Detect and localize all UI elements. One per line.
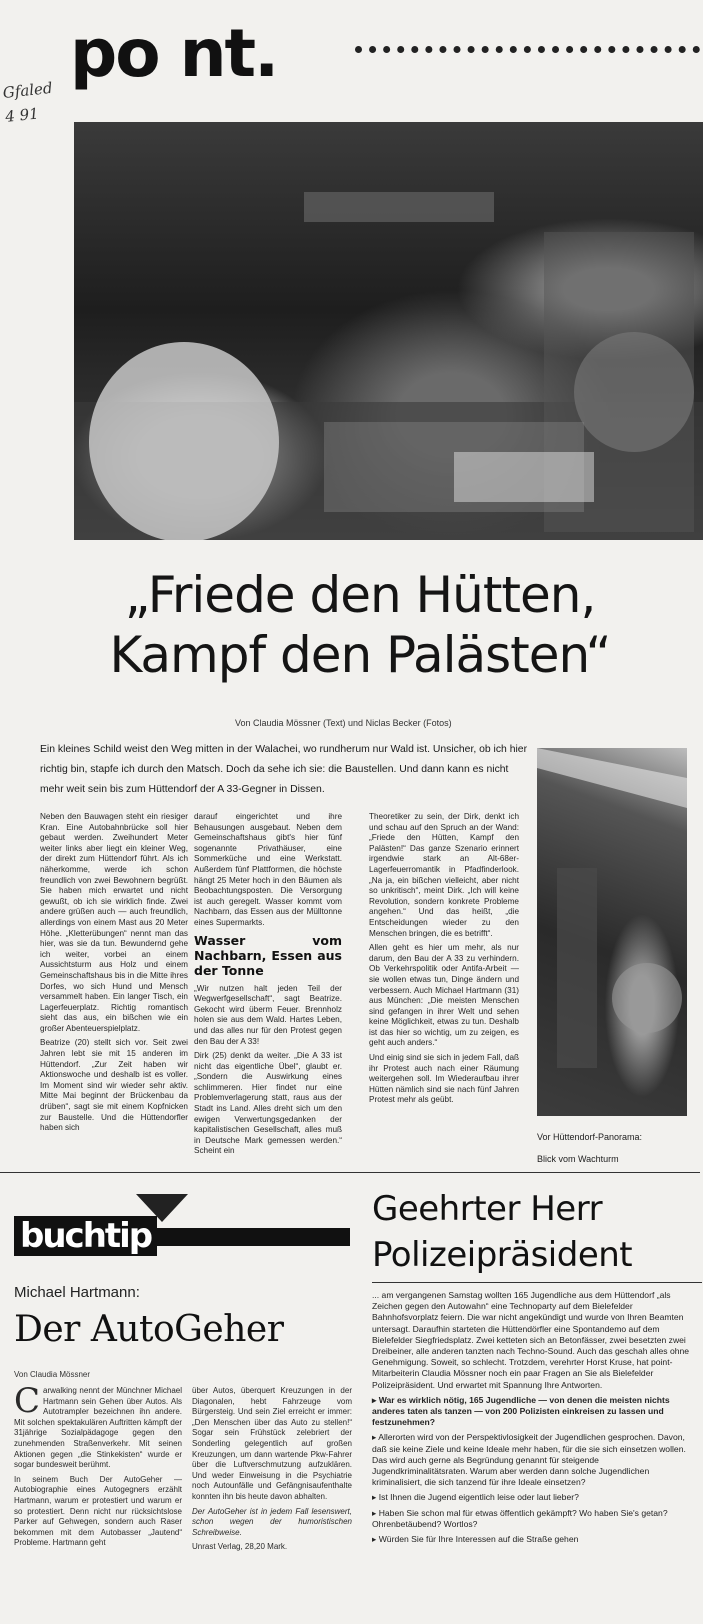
buchtip-column-1: [14, 1381, 182, 1549]
letter-title-line-1: Geehrter Herr: [372, 1189, 603, 1229]
paragraph: In seinem Buch Der AutoGeher — Autobiographie eines Autogegners erzählt Hartmann, warum er protestiert und warum er so protestiert. Denn nicht nur rücksichtslose Parker auf Gehwegen, sondern auch Raser bekommen mit dem Autobasser „Jautend“ Probleme. Hartmann geht: [14, 1474, 182, 1548]
buchtip-byline: Von Claudia Mössner: [14, 1370, 91, 1379]
section-divider: [0, 1172, 700, 1173]
letter-title-line-2: Polizeipräsident: [372, 1235, 633, 1275]
body-column-1: [40, 812, 188, 1138]
photo-scene: [537, 748, 687, 1116]
letter-title: [372, 1186, 702, 1278]
question-2: ▸ Allerorten wird von der Perspektivlosigkeit der Jugendlichen gesprochen. Davon, daß sie keine Ziele und keine Ideale mehr haben, für die sie sich einsetzen wollen. Das wird auch gerne als Begründung genannt für steigende Jugendkriminalitätsraten. Warum aber werden dann solche Jugendlichen kriminalisiert, die sich tanzend für ihre Ideale einsetzen?: [372, 1432, 686, 1488]
paragraph: darauf eingerichtet und ihre Behausungen ausgebaut. Neben dem Gemeinschaftshaus gibt's hier fünf sogenannte Privathäuser, eine Sommerküche und eine Werkstatt. Außerdem fünf Plattformen, die höchste hängt 25 Meter hoch in den Bäumen als Beobachtungsposten. Die Versorgung ist auch geregelt. Wasser kommt vom Nachbarn, das Essen aus der Mülltonne eines Supermarkts.: [194, 812, 342, 927]
paragraph: Dirk (25) denkt da weiter. „Die A 33 ist nicht das eigentliche Übel“, glaubt er. „Sondern die Auswirkung eines schlimmeren. Hier findet nur eine Problemverlagerung statt, raus aus der Stadt ins Land. Alles dreht sich um den ewigen Verwertungsgedanken der kapitalistischen Gesellschaft, alles muß in Deutsche Mark gemessen werden.“ Scheint ein: [194, 1051, 342, 1156]
publisher-info: Unrast Verlag, 28,20 Mark.: [192, 1542, 288, 1552]
question-1: ▸ War es wirklich nötig, 165 Jugendliche — von denen die meisten nichts anderes taten als tanzen — von 200 Polizisten einkreisen zu lassen und festzunehmen?: [372, 1394, 670, 1428]
dotted-rule: [355, 46, 700, 53]
book-title: Der AutoGeher: [14, 1309, 284, 1350]
letter-body: [372, 1290, 690, 1549]
caption-line-1: Vor Hüttendorf-Panorama:: [537, 1132, 643, 1142]
body-column-2: [194, 812, 342, 1161]
paragraph: Beatrize (20) stellt sich vor. Seit zwei Jahren lebt sie mit 15 anderen im Hüttendorf. „Zur Zeit haben wir Aktionswoche und deshalb ist es voller. Im Moment sind wir wieder sehr aktiv. Mitte Mai beginnt der Brückenbau da drüben“, sagt sie mit einem Kopfnicken zur Baustelle. Und die Hüttendorfler haben sich: [40, 1038, 188, 1133]
handwritten-note: Gfaled 4 91: [1, 78, 54, 126]
headline-line-1: „Friede den Hütten,: [124, 566, 596, 624]
article-headline: [40, 565, 680, 685]
paragraph: über Autos, überquert Kreuzungen in der Diagonalen, hebt Fahrzeuge vom Bürgersteig. Und sein Ziel erreicht er immer: „Den Menschen über das Auto zu stellen!“ Sogar sein Frühstück zelebriert der Sonderling gelegentlich auf großen Kreuzungen, um dann wartende Pkw-Fahrer über die Luftverschmutzung aufzuklären. Und weder Einweisung in die Psychiatrie noch Autounfälle und Gefängnisaufenthalte konnten ihn bis heute davon abhalten.: [192, 1386, 352, 1501]
book-author: Michael Hartmann:: [14, 1284, 140, 1301]
article-lead: Ein kleines Schild weist den Weg mitten in der Walachei, wo rundherum nur Wald ist. Unsicher, ob ich hier richtig bin, stapfe ich durch den Matsch. Doch da sehe ich sie: die Baustellen. Und dann kann es nicht mehr weit sein bis zum Hüttendorf der A 33-Gegner in Dissen.: [40, 744, 528, 795]
paragraph: ... am vergangenen Samstag wollten 165 Jugendliche aus dem Hüttendorf „als Zeichen gegen den Autowahn“ eine Technoparty auf dem Bielefelder Bahnhofsvorplatz feiern. Die war nicht angekündigt und wurde von Ihren Beamten untersagt. Daraufhin starteten die Hüttendörfler eine Spontandemo auf dem Bielefelder Siegfriedsplatz. Zwei ketteten sich an Betonfässer, zwei besetzten zwei Dreibeiner, alle anderen tanzten nach Techno-Sound. Auch das geschah alles ohne Genehmigung. Soweit, so schlecht. Trotzdem, verehrter Horst Kruse, hat point-Mitarbeiterin Claudia Mössner noch ein paar Fragen an Sie als Bielefelder Polizeipräsident. Und erwartet mit Spannung Ihre Antworten.: [372, 1290, 690, 1390]
paragraph: arwalking nennt der Münchner Michael Hartmann sein Gehen über Autos. Als Autotrampler bezeichnen ihn andere. Mit solchen spektakulären Auftritten kämpft der 31jährige Sozialpädagoge gegen den zunehmenden Straßenverkehr. Mit seinen Aktionen gegen „die Stinkekisten“ wurde er sogar bundesweit berühmt.: [14, 1386, 182, 1470]
paragraph: Theoretiker zu sein, der Dirk, denkt ich und schau auf den Spruch an der Wand: „Friede den Hütten, Kampf den Palästen!“ Das ganze Szenario erinnert irgendwie stark an Alt-68er-Lagerfeuerromantik in Pfadfinderlook. „Na ja, ein bißchen vielleicht, aber nicht so unkritisch“, meint Dirk. „Ich will keine Revolution, sondern konkrete Probleme angehen.“ Und das heißt, „die Entscheidungen wieder zu den Menschen bringen, die es betrifft“.: [369, 812, 519, 938]
paragraph: Allen geht es hier um mehr, als nur darum, den Bau der A 33 zu verhindern. Ob Verkehrspolitik oder Antifa-Arbeit — sie wollen etwas tun, Dinge ändern und verbessern. Auch Michael Hartmann (31) aus München: „Die meisten Menschen sind gefangen in ihrer Welt und sehen keine Möglichkeit, etwas zu tun. Deshalb ist das hier so wichtig, um zu zeigen, es geht auch anders.“: [369, 943, 519, 1048]
body-column-3: [369, 812, 519, 1110]
letter-rule: [372, 1282, 702, 1283]
paragraph: Der AutoGeher ist in jedem Fall lesenswert, schon wegen der humoristischen Schreibweise.: [192, 1506, 352, 1537]
question-3: ▸ Ist Ihnen die Jugend eigentlich leise oder laut lieber?: [372, 1492, 579, 1503]
main-photo: [74, 122, 703, 540]
photo-caption: [537, 1126, 697, 1170]
article-byline: Von Claudia Mössner (Text) und Niclas Becker (Fotos): [235, 718, 452, 728]
side-photo: [537, 748, 687, 1116]
question-4: ▸ Haben Sie schon mal für etwas öffentlich gekämpft? Wo haben Sie's getan? Ohrenbetäubend? Wortlos?: [372, 1507, 668, 1529]
buchtip-label: buchtip: [14, 1216, 157, 1256]
caption-line-2: Blick vom Wachturm: [537, 1154, 619, 1164]
question-5: ▸ Würden Sie für Ihre Interessen auf die Straße gehen: [372, 1534, 579, 1545]
photo-scene: [74, 122, 703, 540]
paragraph: „Wir nutzen halt jeden Teil der Wegwerfgesellschaft“, sagt Beatrize. Gekocht wird überm Feuer. Brennholz holen sie aus dem Wald. Hartes Leben, und das alles nur für den Protest gegen den Bau der A 33!: [194, 983, 342, 1046]
dropcap: C: [14, 1381, 41, 1421]
buchtip-column-2: [192, 1386, 352, 1553]
paragraph: Und einig sind sie sich in jedem Fall, daß ihr Protest auch nach einer Räumung weitergehen soll. Im Wiederaufbau ihrer Hütten nämlich sind sie nach fünf Jahren Protest mehr als geübt.: [369, 1053, 519, 1105]
section-subhead: Wasser vom Nachbarn, Essen aus der Tonne: [194, 932, 342, 978]
paragraph: Neben den Bauwagen steht ein riesiger Kran. Eine Autobahnbrücke soll hier gebaut werden. Zweihundert Meter weiter links aber liegt ein kleiner Weg, der direkt zum Hüttendorf führt. Als ich näherkomme, werde ich schon freundlich von zwei Bewohnern begrüßt. Sie haben mich erwartet und nicht gewußt, ob ich sie wirklich finde. Zwei andere grüßen auch — auch freundlich, allerdings von einem Mast aus 20 Meter Höhe. „Kletterübungen“ nennt man das hier, was sie da tun. Bewundernd gehe ich weiter, vorbei an einem Aussichtsturm aus Holz und einem Gemeinschaftshaus bis in die Mitte ihres Dorfes, wo sich Hund und Mensch versammelt haben. Ein langer Tisch, ein Lagerfeuerplatz. Richtig romantisch sieht das aus, ein bißchen wie ein großer Abenteuerspielplatz.: [40, 812, 188, 1033]
magazine-logo: po nt.: [70, 15, 278, 92]
headline-line-2: Kampf den Palästen“: [109, 626, 611, 684]
